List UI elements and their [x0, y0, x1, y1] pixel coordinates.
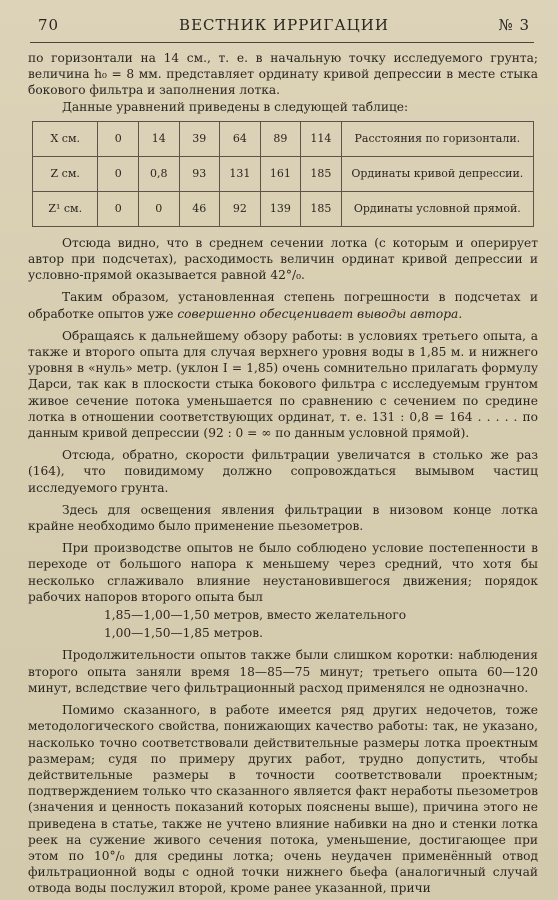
table-cell: 0,8 — [139, 156, 180, 191]
table-row — [33, 191, 534, 226]
row-description: Ординаты кривой депрессии. — [341, 156, 533, 191]
journal-title: ВЕСТНИК ИРРИГАЦИИ — [179, 16, 389, 34]
table-cell: 64 — [220, 121, 261, 156]
row-label: Z см. — [33, 156, 98, 191]
paragraph: Отсюда видно, что в среднем сечении лотка (с которым и оперирует автор при подсчетах), расходимость величин ординат кривой депрессии и условно-прямой оказывается равной 42°/₀. — [28, 235, 538, 283]
row-label: Z¹ см. — [33, 191, 98, 226]
table-cell: 93 — [179, 156, 220, 191]
paragraph: Отсюда, обратно, скорости фильтрации увеличатся в столько же раз (164), что повидимому должно сопровождаться вымывом частиц исследуемого грунта. — [28, 448, 538, 495]
data-table — [32, 121, 534, 227]
table-cell: 0 — [98, 121, 139, 156]
article-body — [28, 50, 538, 897]
row-description: Расстояния по горизонтали. — [341, 121, 533, 156]
row-description: Ординаты условной прямой. — [341, 191, 533, 226]
table-cell: 114 — [301, 121, 342, 156]
paragraph: Продолжительности опытов также были слишком коротки: наблюдения второго опыта заняли время 18—85—75 минут; третьего опыта 60—120 минут, вследствие чего фильтрационный расход применялся не однозначно. — [28, 648, 538, 695]
table-cell: 89 — [260, 121, 301, 156]
paragraph: При производстве опытов не было соблюдено условие постепенности в переходе от большого напора к меньшему через средний, что хотя бы несколько сглаживало влияние неустановившегося движения; порядок рабочих напоров второго опыта был — [28, 541, 538, 604]
paragraph: по горизонтали на 14 см., т. е. в начальную точку исследуемого грунта; величина h₀ = 8 мм. представляет ординату кривой депрессии в месте стыка бокового фильтра и заполнения лотка. — [28, 51, 538, 98]
table-cell: 0 — [98, 191, 139, 226]
issue-number: № 3 — [498, 16, 530, 34]
table-cell: 0 — [98, 156, 139, 191]
page-number: 70 — [38, 16, 60, 34]
table-cell: 161 — [260, 156, 301, 191]
table-row — [33, 156, 534, 191]
paragraph: Здесь для освещения явления фильтрации в низовом конце лотка крайне необходимо было применение пьезометров. — [28, 502, 538, 534]
paragraph: Данные уравнений приведены в следующей таблице: — [62, 99, 409, 114]
paragraph: Обращаясь к дальнейшему обзору работы: в условиях третьего опыта, а также и второго опыта для случая верхнего уровня воды в 1,85 м. и нижнего уровня в «нуль» метр. (уклон I = 1,85) очень сомнительно прилагать формулу Дарси, так как в плоскости стыка бокового фильтра с исследуемым грунтом живое сечение потока уменьшается по сравнению с сечением по средине лотка в отношении соответствующих ординат, т. е. 131 : 0,8 = 164 . . . . . по данным кривой депрессии (92 : 0 = ∞ по данным условной прямой). — [28, 328, 538, 441]
formula-line: 1,85—1,00—1,50 метров, вместо желательного — [104, 608, 407, 623]
table-cell: 185 — [301, 156, 342, 191]
table-cell: 92 — [220, 191, 261, 226]
emphasis-text: совершенно обесценивает выводы автора. — [177, 306, 463, 321]
paragraph — [28, 289, 538, 321]
running-header — [38, 16, 530, 38]
header-rule — [30, 42, 534, 43]
paragraph: Помимо сказанного, в работе имеется ряд других недочетов, тоже методологического свойства, понижающих качество работы: так, не указано, насколько точно соответствовали действительные размеры лотка проектным размерам; судя по примеру других работ, трудно допустить, чтобы действительные размеры в точности соответствовали проектным; подтверждением только что сказанного является факт неработы пьезометров (значения и ценность показаний которых пояснены выше), причина этого не приведена в статье, также не учтено влияние набивки на дно и стенки лотка реек на сужение живого сечения потока, уменьшение, достигающее при этом по 10°/₀ для средины лотка; очень неудачен применённый отвод фильтрационной воды с одной точки нижнего бьефа (аналогичный случай отвода воды послужил второй, кроме ранее указанной, причи — [28, 703, 538, 896]
table-row — [33, 121, 534, 156]
table-cell: 139 — [260, 191, 301, 226]
table-cell: 14 — [139, 121, 180, 156]
table-cell: 46 — [179, 191, 220, 226]
paragraph-text: Таким образом, установленная степень погрешности в подсчетах и обработке опытов уже — [28, 290, 538, 321]
row-label: X см. — [33, 121, 98, 156]
table-cell: 0 — [139, 191, 180, 226]
table-cell: 131 — [220, 156, 261, 191]
formula-line: 1,00—1,50—1,85 метров. — [104, 626, 263, 641]
table-cell: 39 — [179, 121, 220, 156]
table-cell: 185 — [301, 191, 342, 226]
